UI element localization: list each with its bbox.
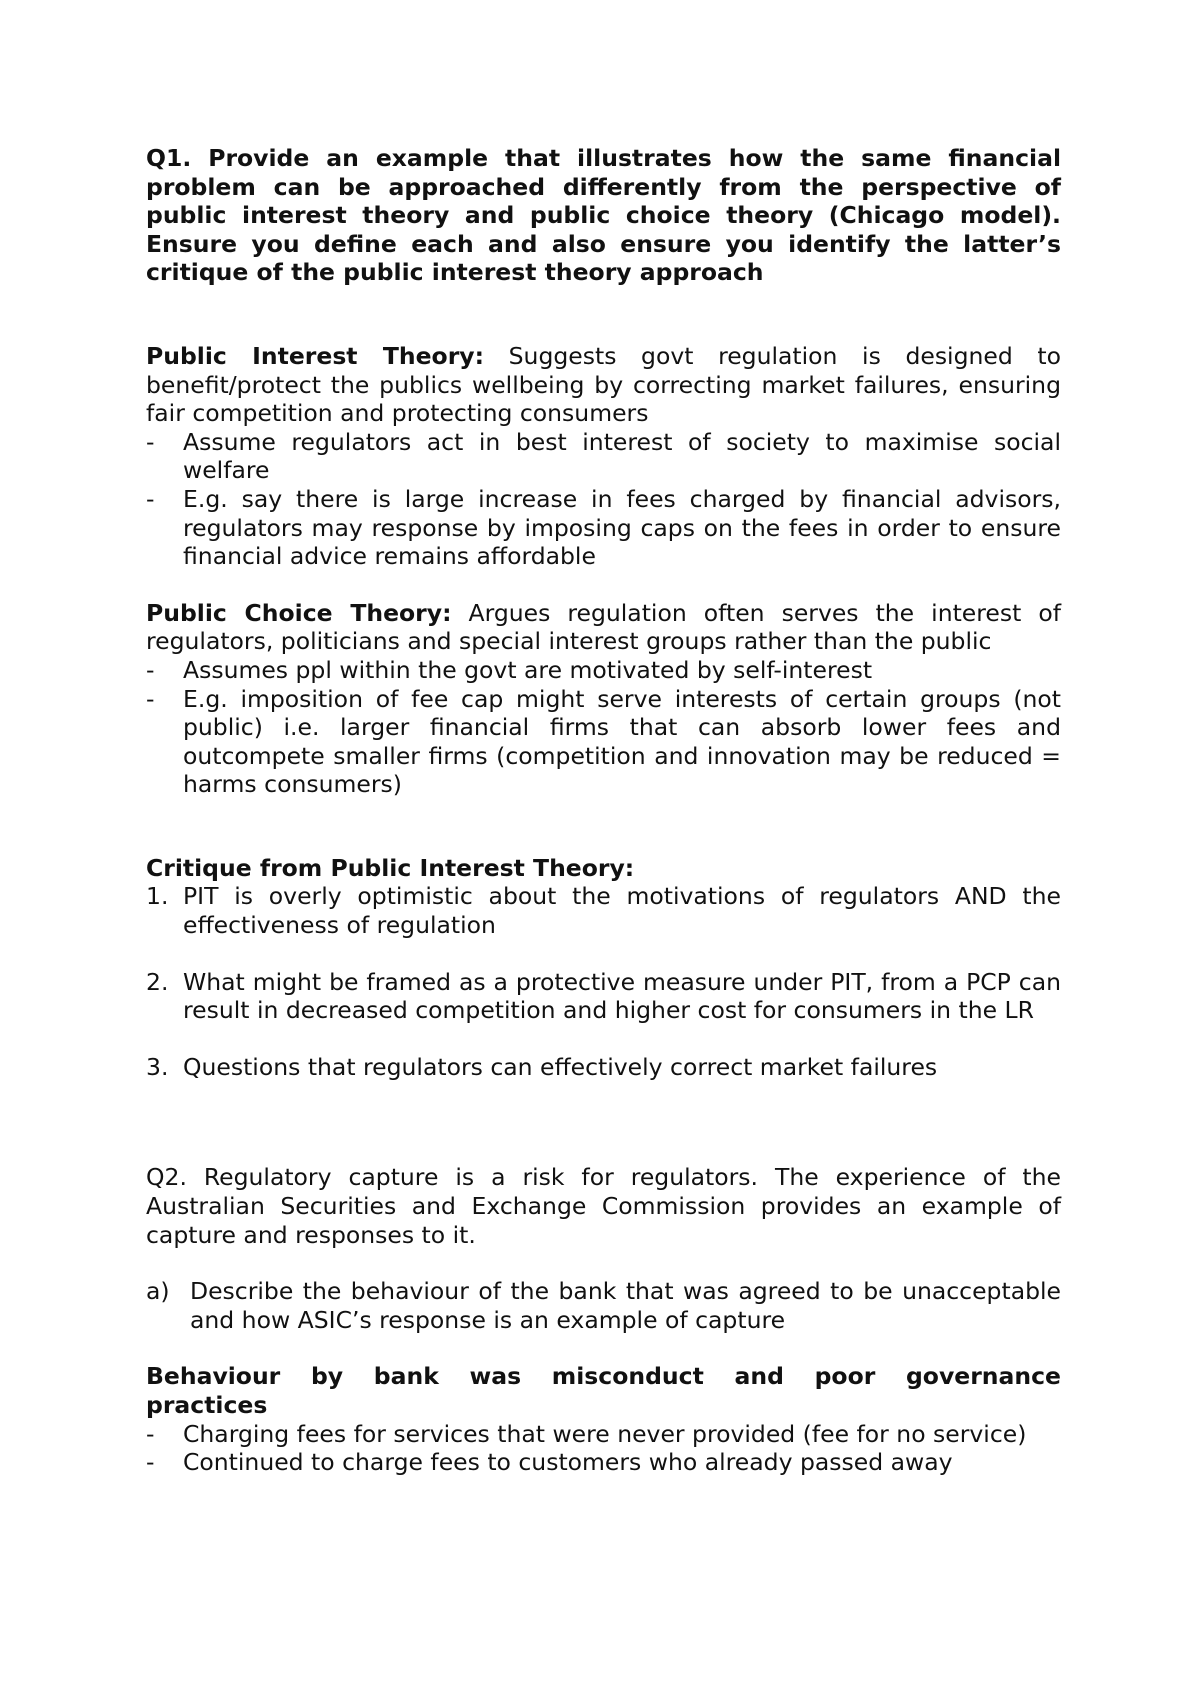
list-number: 2. (146, 967, 169, 996)
behaviour-bullets (146, 1420, 1061, 1477)
list-letter: a) (146, 1277, 170, 1306)
list-item (146, 656, 1061, 685)
list-item (146, 1277, 1061, 1334)
list-item-text: PIT is overly optimistic about the motivations of regulators AND the effectiveness of regulation (183, 882, 1061, 940)
list-item (146, 882, 1061, 939)
list-item-text: Questions that regulators can effectively correct market failures (183, 1052, 938, 1081)
document-page (146, 144, 1061, 1477)
public-choice-text: Argues regulation often serves the interest of regulators, politicians and special interest groups rather than the public (146, 598, 1061, 656)
list-number: 1. (146, 882, 169, 911)
critique-list (146, 882, 1061, 1081)
list-item (146, 1448, 1061, 1477)
public-interest-section (146, 342, 1061, 571)
bullet-marker: - (146, 427, 155, 456)
public-interest-bullets (146, 428, 1061, 571)
list-item-text: Continued to charge fees to customers who already passed away (183, 1448, 953, 1477)
list-item (146, 685, 1061, 799)
public-choice-section (146, 599, 1061, 799)
q2-parts (146, 1277, 1061, 1334)
list-item-text: Charging fees for services that were never provided (fee for no service) (183, 1419, 1027, 1448)
q2-question: Q2. Regulatory capture is a risk for regulators. The experience of the Australian Securities and Exchange Commission provides an example of capture and responses to it. (146, 1163, 1061, 1249)
bullet-marker: - (146, 655, 155, 684)
list-item (146, 1420, 1061, 1449)
public-choice-definition (146, 599, 1061, 656)
public-choice-bullets (146, 656, 1061, 799)
list-item-text: Describe the behaviour of the bank that was agreed to be unacceptable and how ASIC’s response is an example of capture (190, 1277, 1061, 1334)
critique-heading: Critique from Public Interest Theory: (146, 853, 635, 882)
list-item (146, 1053, 1061, 1082)
list-item (146, 968, 1061, 1025)
list-item-text: E.g. say there is large increase in fees charged by financial advisors, regulators may response by imposing caps on the fees in order to ensure financial advice remains affordable (183, 484, 1061, 571)
behaviour-heading: Behaviour by bank was misconduct and poor governance practices (146, 1362, 1061, 1419)
list-item-text: Assumes ppl within the govt are motivated by self-interest (183, 655, 873, 684)
bullet-marker: - (146, 484, 155, 513)
list-number: 3. (146, 1052, 169, 1081)
list-item (146, 485, 1061, 571)
list-item-text: E.g. imposition of fee cap might serve interests of certain groups (not public) i.e. larger financial firms that can absorb lower fees and outcompete smaller firms (competition and innovation may be reduced = harms consumers) (183, 684, 1061, 799)
behaviour-section (146, 1362, 1061, 1476)
public-interest-definition (146, 342, 1061, 428)
public-choice-heading: Public Choice Theory: (146, 598, 452, 627)
list-item-text: Assume regulators act in best interest of society to maximise social welfare (183, 427, 1061, 485)
public-interest-heading: Public Interest Theory: (146, 341, 485, 370)
public-interest-text: Suggests govt regulation is designed to benefit/protect the publics wellbeing by correcting market failures, ensuring fair competition and protecting consumers (146, 341, 1061, 428)
q1-question: Q1. Provide an example that illustrates how the same financial problem can be approached differently from the perspective of public interest theory and public choice theory (Chicago model). Ensure you define each and also ensure you identify the latter’s critique of the public interest theory approach (146, 144, 1061, 287)
bullet-marker: - (146, 1448, 155, 1477)
bullet-marker: - (146, 1419, 155, 1448)
list-item (146, 428, 1061, 485)
critique-section (146, 854, 1061, 1082)
list-item-text: What might be framed as a protective measure under PIT, from a PCP can result in decreased competition and higher cost for consumers in the LR (183, 967, 1061, 1025)
bullet-marker: - (146, 684, 155, 713)
